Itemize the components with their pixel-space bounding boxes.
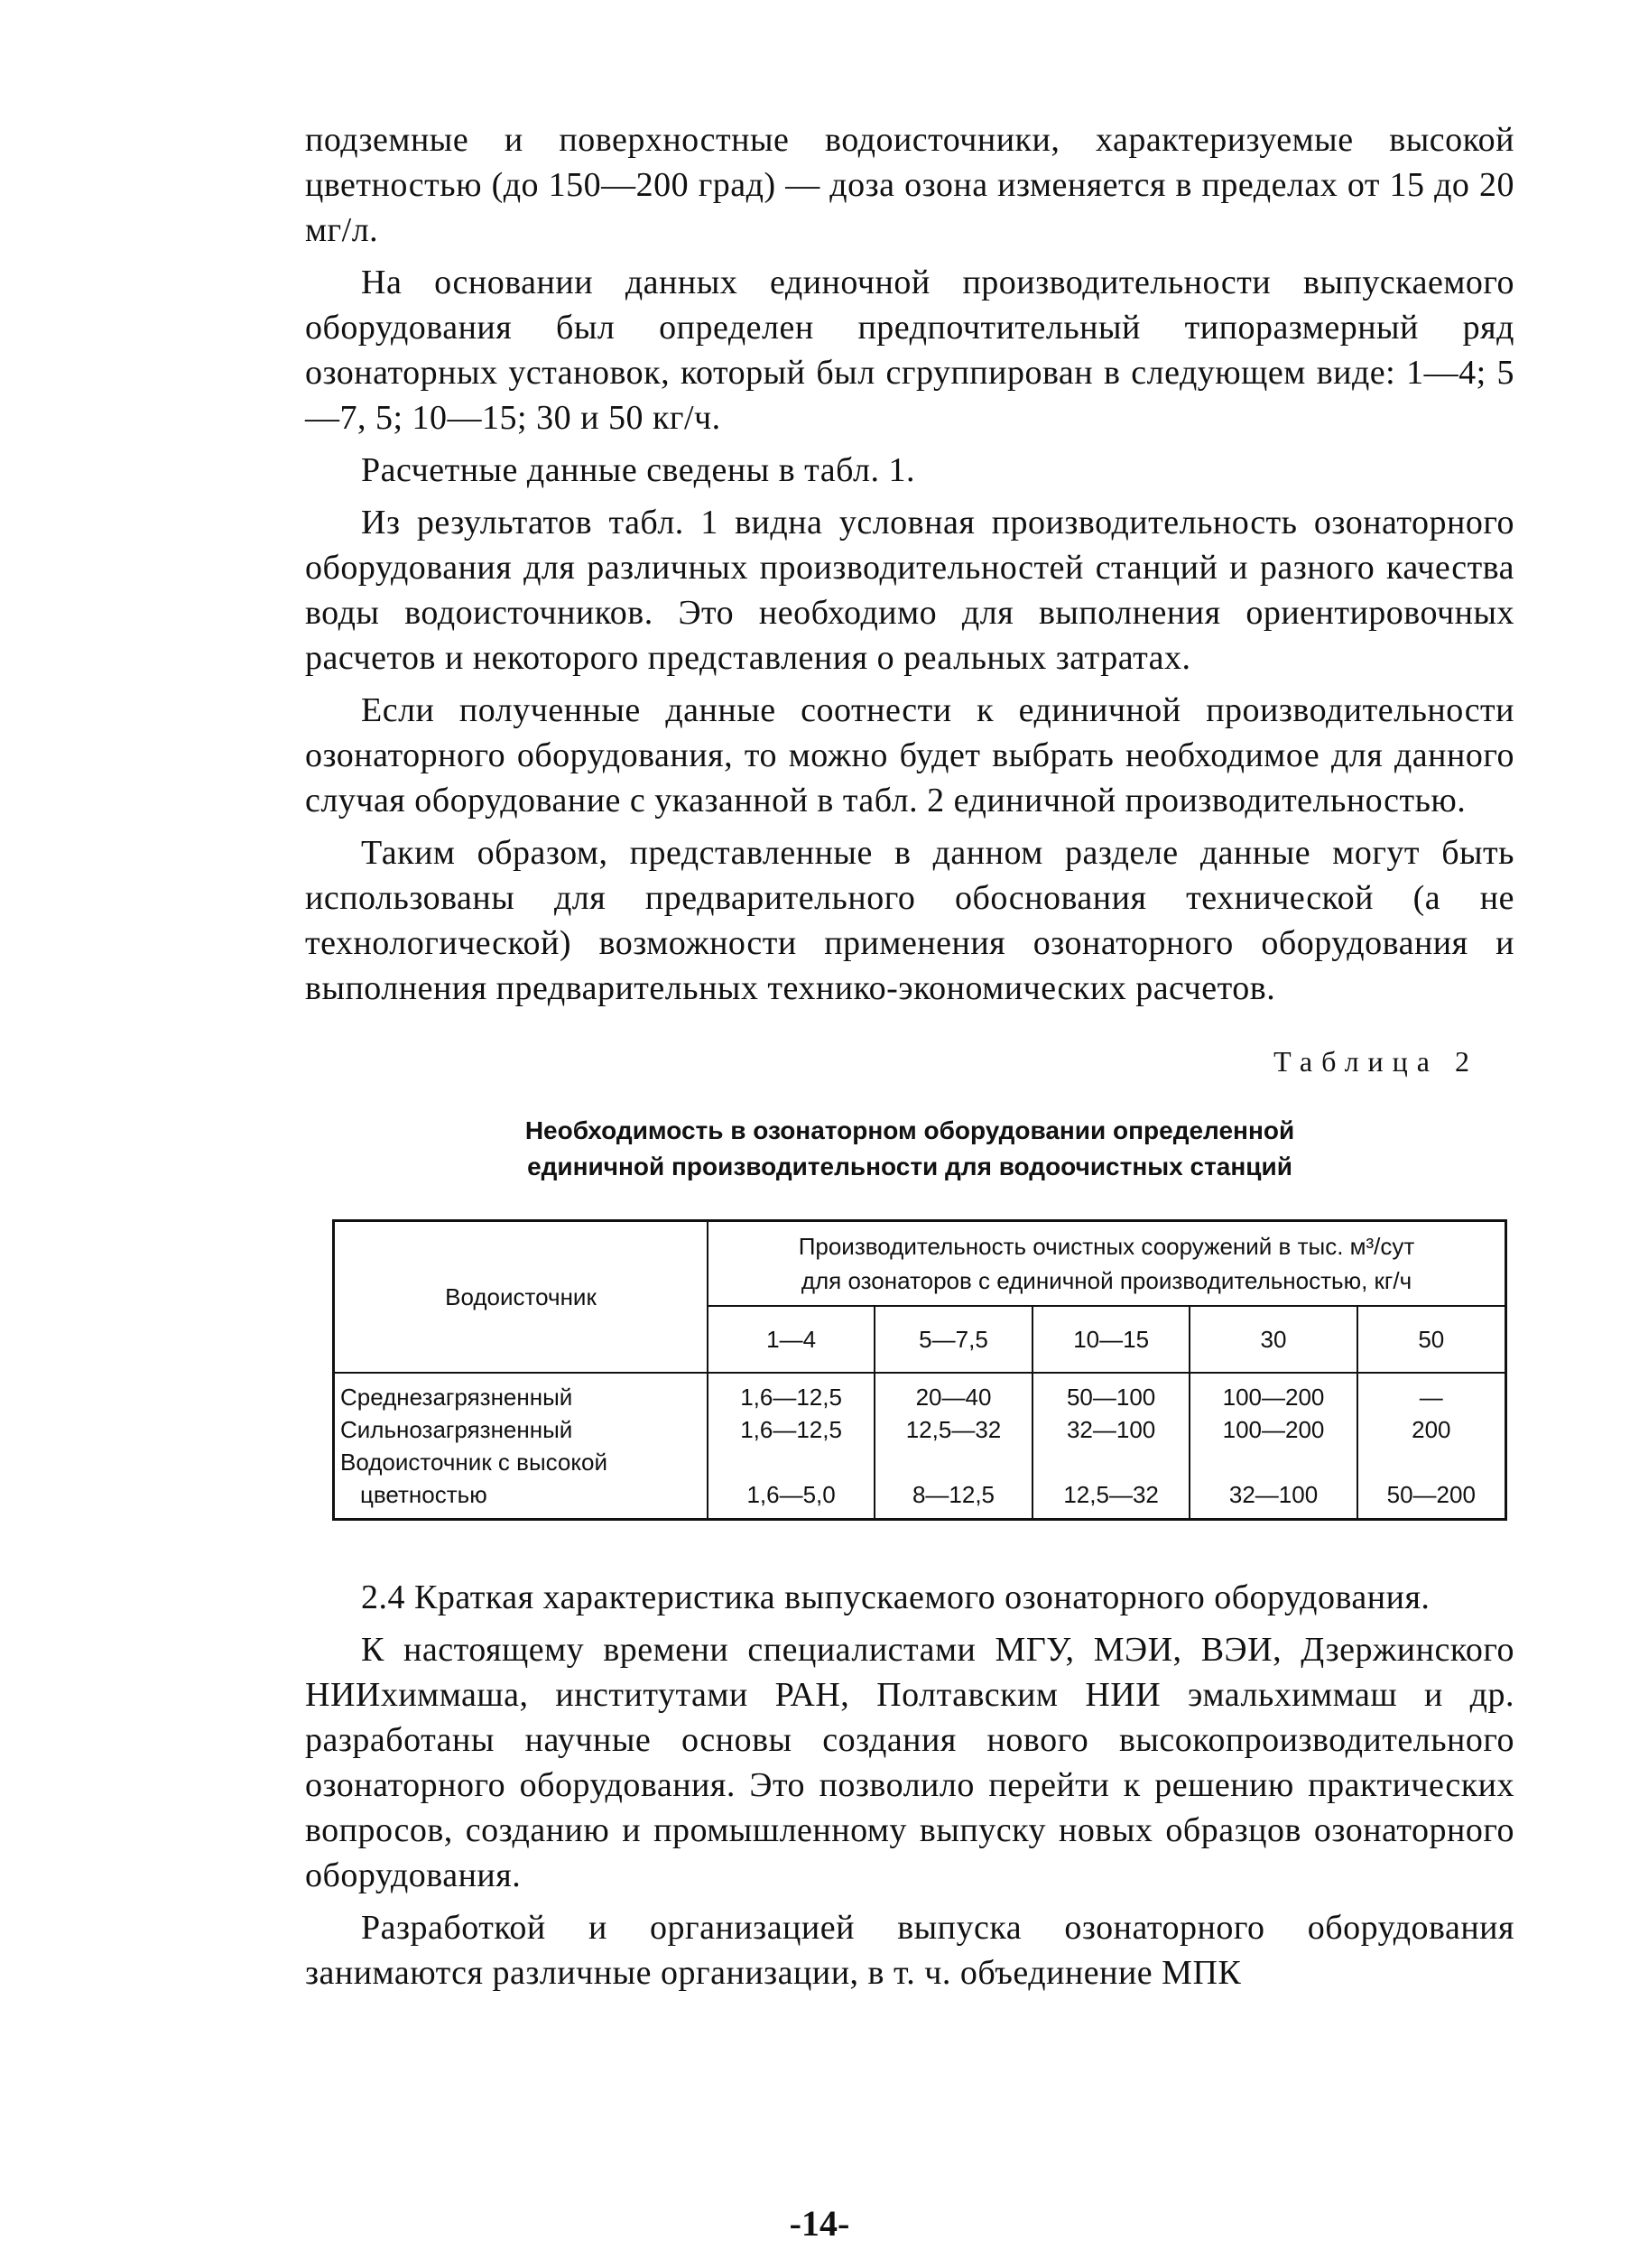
data-table bbox=[332, 1219, 1507, 1521]
col-5-values bbox=[1357, 1373, 1506, 1520]
cell-value: 1,6—12,5 bbox=[740, 1416, 842, 1443]
paragraph-8: К настоящему времени специалистами МГУ, МЭИ, ВЭИ, Дзержинского НИИхиммаша, институтами РАН, Полтавским НИИ эмальхиммаш и др. разработаны научные основы создания нового высокопроизводительного озонаторного оборудования. Это позволило перейти к решению практических вопросов, созданию и промышленному выпуску новых образцов озонаторного оборудования. bbox=[305, 1631, 1514, 1894]
document-page bbox=[305, 117, 1514, 2003]
table-row bbox=[334, 1373, 1506, 1520]
paragraph-4: Из результатов табл. 1 видна условная производительность озонаторного оборудования для различных производительностей станций и разного качества воды водоисточников. Это необходимо для выполнения ориентировочных расчетов и некоторого представления о реальных затратах. bbox=[305, 504, 1514, 677]
cell-value: 50—200 bbox=[1386, 1481, 1476, 1508]
row-source-3-line-1: Водоисточник с высокой bbox=[340, 1449, 608, 1476]
row-source-2: Сильнозагрязненный bbox=[340, 1416, 573, 1443]
col-2-values bbox=[875, 1373, 1032, 1520]
section-bottom bbox=[305, 1575, 1514, 1995]
cell-value: 12,5—32 bbox=[905, 1416, 1002, 1443]
cell-value: 20—40 bbox=[915, 1384, 992, 1411]
cell-value: 32—100 bbox=[1228, 1481, 1319, 1508]
row-source-1: Среднезагрязненный bbox=[340, 1384, 573, 1411]
table-label: Таблица 2 bbox=[1273, 1045, 1478, 1078]
cell-value: 50—100 bbox=[1066, 1384, 1156, 1411]
table-caption bbox=[305, 1113, 1514, 1185]
paragraph-2: На основании данных единочной производительности выпускаемого оборудования был определен предпочтительный типоразмерный ряд озонаторных установок, который был сгруппирован в следующем виде: 1—4; 5—7, 5; 10—15; 30 и 50 кг/ч. bbox=[305, 264, 1514, 437]
paragraph-3: Расчетные данные сведены в табл. 1. bbox=[361, 451, 915, 489]
header-col-4: 30 bbox=[1190, 1306, 1357, 1373]
cell-value: 32—100 bbox=[1066, 1416, 1156, 1443]
header-source: Водоисточник bbox=[334, 1221, 708, 1374]
col-4-values bbox=[1190, 1373, 1357, 1520]
header-col-3: 10—15 bbox=[1032, 1306, 1190, 1373]
col-3-values bbox=[1032, 1373, 1190, 1520]
header-col-2: 5—7,5 bbox=[875, 1306, 1032, 1373]
cell-value: 200 bbox=[1412, 1416, 1451, 1443]
cell-value: 100—200 bbox=[1222, 1384, 1325, 1411]
paragraph-5: Если полученные данные соотнести к единичной производительности озонаторного оборудования, то можно будет выбрать необходимое для данного случая оборудование с указанной в табл. 2 единичной производительностью. bbox=[305, 691, 1514, 819]
cell-value: — bbox=[1419, 1384, 1443, 1411]
cell-value: 100—200 bbox=[1222, 1416, 1325, 1443]
paragraph-6: Таким образом, представленные в данном разделе данные могут быть использованы для предварительного обоснования технической (а не технологической) возможности применения озонаторного оборудования и выполнения предварительных технико-экономических расчетов. bbox=[305, 834, 1514, 1007]
header-col-5: 50 bbox=[1357, 1306, 1506, 1373]
header-group-line-2: для озонаторов с единичной производительностью, кг/ч bbox=[801, 1267, 1412, 1294]
header-group bbox=[708, 1221, 1506, 1307]
row-source-3-line-2: цветностью bbox=[360, 1481, 487, 1508]
paragraph-9: Разработкой и организацией выпуска озонаторного оборудования занимаются различные организации, в т. ч. объединение МПК bbox=[305, 1909, 1514, 1992]
header-col-1: 1—4 bbox=[708, 1306, 875, 1373]
cell-value: 8—12,5 bbox=[912, 1481, 995, 1508]
table-caption-line-1: Необходимость в озонаторном оборудовании определенной bbox=[524, 1116, 1295, 1144]
paragraph-1: подземные и поверхностные водоисточники, характеризуемые высокой цветностью (до 150—200 град) — доза озона изменяется в пределах от 15 до 20 мг/л. bbox=[305, 121, 1514, 249]
table-caption-line-2: единичной производительности для водоочистных станций bbox=[527, 1153, 1292, 1180]
page-number: -14- bbox=[789, 2203, 850, 2244]
row-sources-cell bbox=[334, 1373, 708, 1520]
cell-value: 1,6—5,0 bbox=[746, 1481, 836, 1508]
paragraph-7: 2.4 Краткая характеристика выпускаемого озонаторного оборудования. bbox=[361, 1578, 1431, 1616]
table-header-row bbox=[334, 1221, 1506, 1307]
header-group-line-1: Производительность очистных сооружений в тыс. м³/сут bbox=[798, 1233, 1415, 1260]
cell-value: 12,5—32 bbox=[1063, 1481, 1159, 1508]
cell-value: 1,6—12,5 bbox=[740, 1384, 842, 1411]
col-1-values bbox=[708, 1373, 875, 1520]
